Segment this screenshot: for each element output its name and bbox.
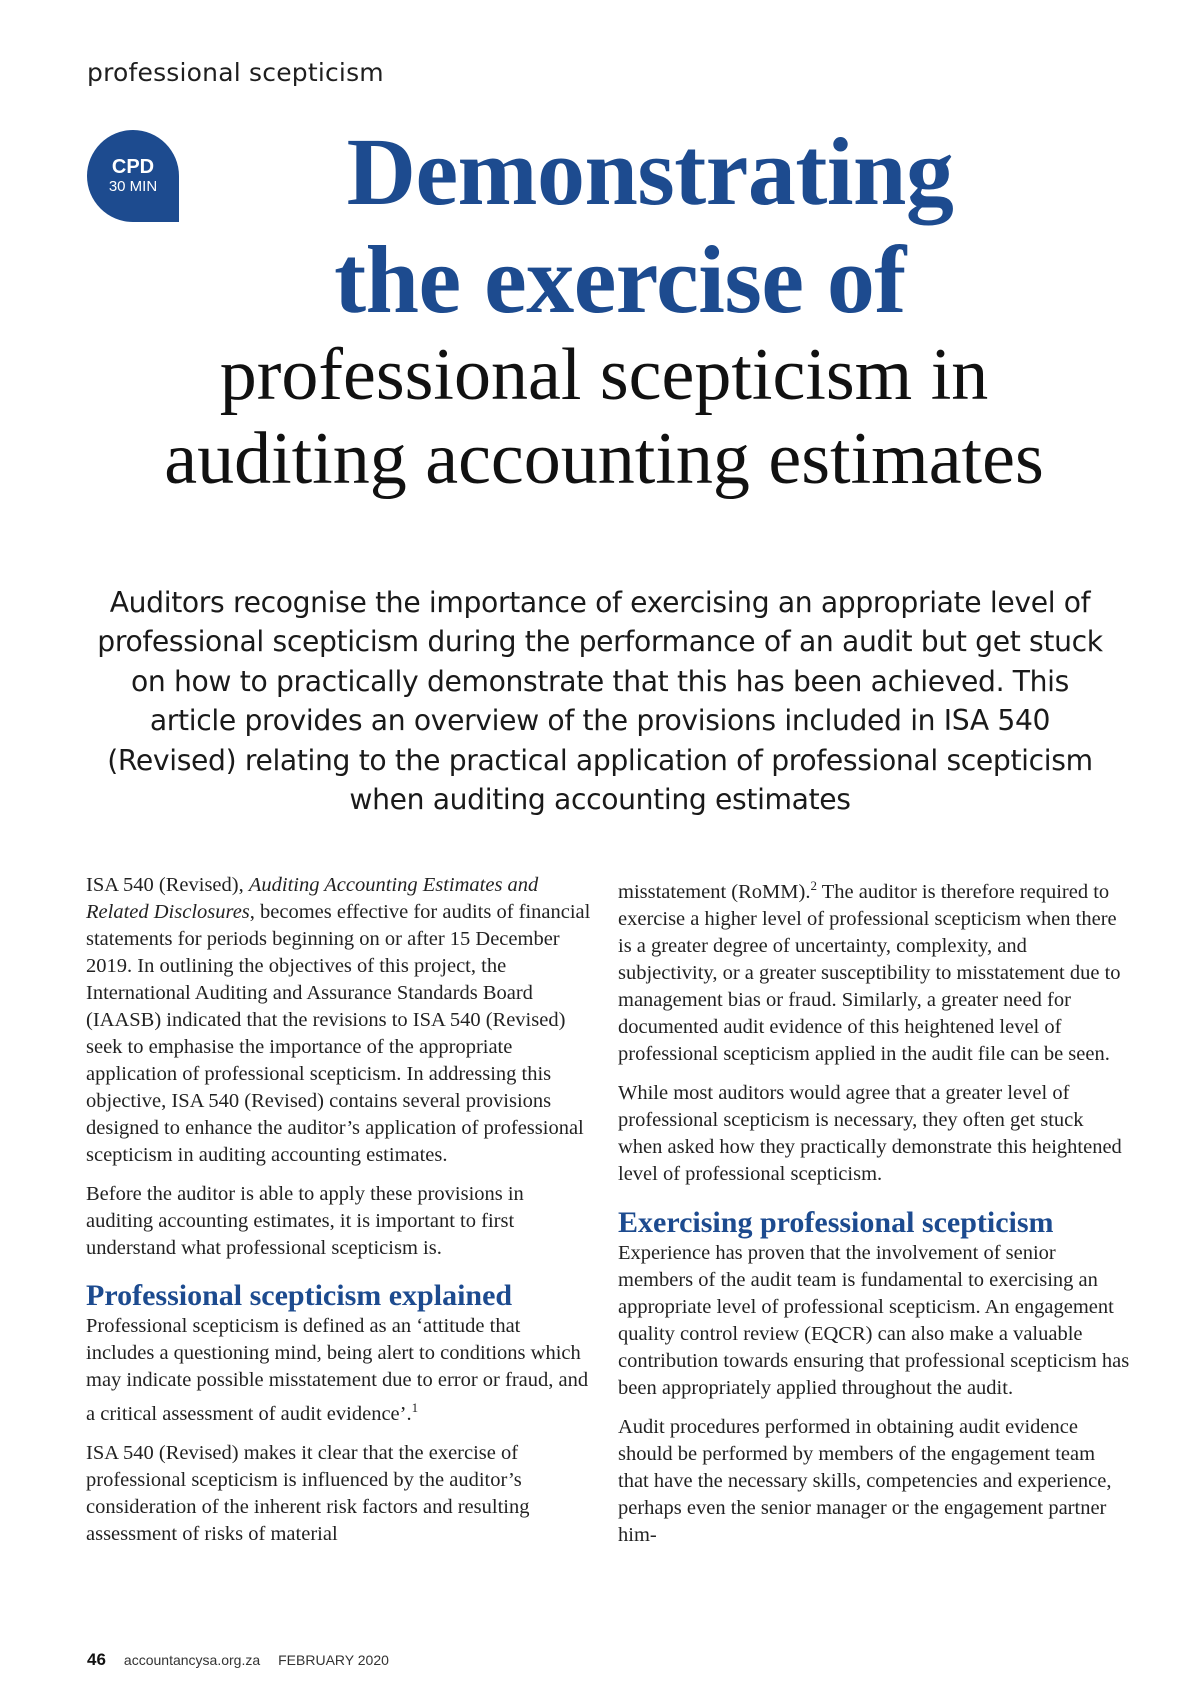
paragraph: Experience has proven that the involvement of senior members of the audit team is fundamental to exercising an appropriate level of professional scepticism. An engagement quality control review (EQCR) can also make a valuable contribution towards ensuring that professional scepticism has been appropriately applied throughout the audit. — [618, 1241, 1130, 1399]
section-heading: Exercising professional scepticism — [618, 1205, 1054, 1239]
right-column — [618, 872, 1130, 1561]
website-link[interactable]: accountancysa.org.za — [123, 1652, 261, 1668]
paragraph: While most auditors would agree that a greater level of professional scepticism is necessary, they often get stuck when asked how they practically demonstrate this heightened level of professional scepticism. — [618, 1081, 1122, 1185]
article-intro: Auditors recognise the importance of exercising an appropriate level of professional scepticism during the performance of an audit but get stuck on how to practically demonstrate that this has been achieved. This article provides an overview of the provisions included in ISA 540 (Revised) relating to the practical application of professional scepticism when auditing accounting estimates — [97, 586, 1103, 817]
title-line-3: professional scepticism in — [219, 334, 989, 416]
title-line-2: the exercise of — [334, 226, 906, 333]
text-run: , becomes effective for audits of financial statements for periods beginning on or after 15 December 2019. In outlining the objectives of this project, the International Auditing and Assurance Standards Board (IAASB) indicated that the revisions to ISA 540 (Revised) seek to emphasise the importance of the appropriate application of professional scepticism. In addressing this objective, ISA 540 (Revised) contains several provisions designed to enhance the auditor’s application of professional scepticism in auditing accounting estimates. — [86, 901, 591, 1166]
section-heading: Professional scepticism explained — [86, 1279, 513, 1312]
page-footer — [87, 1650, 389, 1670]
paragraph: Audit procedures performed in obtaining audit evidence should be performed by members of the engagement team that have the necessary skills, competencies and experience, perhaps even the senior manager or the engagement partner him- — [618, 1415, 1112, 1546]
paragraph — [86, 1313, 591, 1428]
left-column — [86, 872, 591, 1560]
paragraph — [86, 872, 591, 1169]
footnote-ref: 1 — [411, 1400, 419, 1415]
cpd-label: CPD — [111, 156, 155, 178]
text-run: ISA 540 (Revised), — [86, 874, 249, 896]
footnote-ref: 2 — [810, 878, 817, 893]
paragraph: Before the auditor is able to apply these provisions in auditing accounting estimates, it is important to first understand what professional scepticism is. — [86, 1183, 524, 1259]
text-run: Professional scepticism is defined as an ‘attitude that includes a questioning mind, being alert to conditions which may indicate possible misstatement due to error or fraud, and a critical assessment of audit evidence’. — [86, 1315, 589, 1425]
standard-title: Auditing Accounting Estimates and Related Disclosures — [86, 874, 539, 923]
page-number: 46 — [87, 1650, 106, 1669]
title-line-4: auditing accounting estimates — [164, 418, 1044, 500]
section-tag: professional scepticism — [87, 58, 384, 87]
text-run: misstatement (RoMM). — [618, 880, 811, 903]
title-line-1: Demonstrating — [346, 118, 954, 225]
paragraph: ISA 540 (Revised) makes it clear that the exercise of professional scepticism is influenced by the auditor’s consideration of the inherent risk factors and resulting assessment of risks of material — [86, 1441, 530, 1545]
cpd-duration: 30 MIN — [108, 178, 158, 195]
issue-date: FEBRUARY 2020 — [278, 1652, 389, 1668]
text-run: The auditor is therefore required to exercise a higher level of professional scepticism when there is a greater degree of uncertainty, complexity, and subjectivity, or a greater susceptibility to misstatement due to management bias or fraud. Similarly, a greater need for documented audit evidence of this heightened level of professional scepticism applied in the audit file can be seen. — [618, 880, 1121, 1065]
paragraph — [618, 872, 1130, 1068]
